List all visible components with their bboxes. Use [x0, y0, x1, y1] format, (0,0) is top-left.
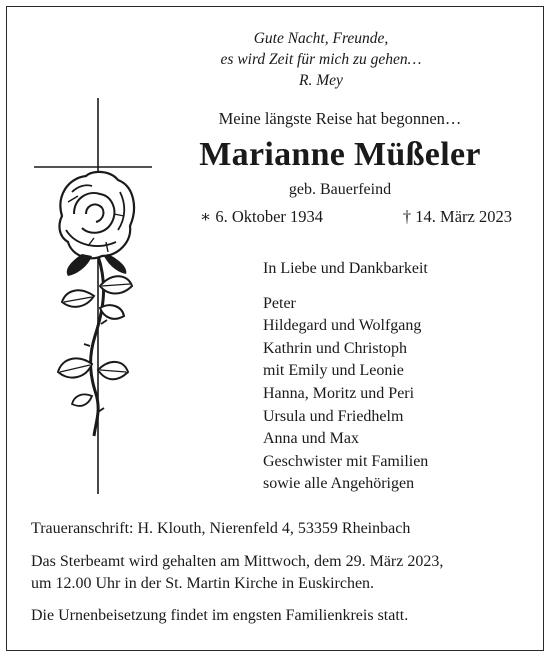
motto-quote: [200, 28, 442, 91]
life-dates: [200, 207, 512, 227]
mourner-name: Ursula und Friedhelm: [263, 407, 404, 425]
service-line-2: um 12.00 Uhr in der St. Martin Kirche in Euskirchen.: [31, 575, 375, 592]
mourner-name: Peter: [263, 294, 296, 312]
rose-icon: [58, 172, 134, 436]
mourner-name: Hildegard und Wolfgang: [263, 317, 422, 335]
cross-and-rose-artwork: [28, 96, 158, 496]
motto-line-2: es wird Zeit für mich zu gehen…: [220, 51, 422, 68]
mourner-name: Geschwister mit Familien: [263, 452, 429, 470]
funeral-service-info: [31, 551, 443, 595]
service-line-1: Das Sterbeamt wird gehalten am Mittwoch, dem 29. März 2023,: [31, 553, 444, 570]
death-date: † 14. März 2023: [402, 207, 512, 226]
motto-line-1: Gute Nacht, Freunde,: [253, 30, 389, 47]
mourners-lead: In Liebe und Dankbarkeit: [263, 260, 428, 277]
birth-name: geb. Bauerfeind: [288, 181, 392, 198]
mourner-name: Anna und Max: [263, 430, 359, 448]
motto-author: R. Mey: [299, 72, 343, 89]
deceased-name: Marianne Müßeler: [199, 136, 481, 173]
mourner-name: mit Emily und Leonie: [263, 362, 404, 380]
mourners-list: [263, 258, 428, 496]
mourner-name: Hanna, Moritz und Peri: [263, 384, 415, 402]
intro-line: Meine längste Reise hat begonnen…: [218, 109, 462, 128]
birth-date: ∗ 6. Oktober 1934: [200, 207, 324, 226]
mourner-name: sowie alle Angehörigen: [263, 475, 415, 493]
burial-info: Die Urnenbeisetzung findet im engsten Familienkreis statt.: [31, 607, 409, 624]
mourning-address: Traueranschrift: H. Klouth, Nierenfeld 4, 53359 Rheinbach: [31, 520, 411, 537]
mourner-name: Kathrin und Christoph: [263, 339, 407, 357]
